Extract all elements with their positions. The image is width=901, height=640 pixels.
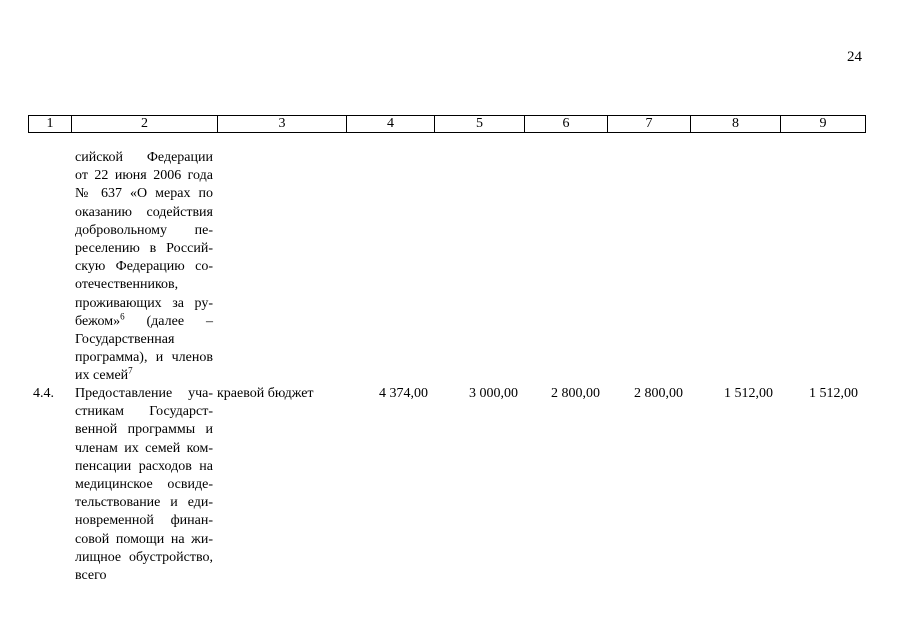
- desc-line: пенсации расходов на: [75, 458, 213, 474]
- desc-line: всего: [75, 568, 107, 584]
- value-col-6: 2 800,00: [551, 386, 600, 401]
- column-number-3: 3: [218, 116, 347, 133]
- desc-line: тельствование и еди-: [75, 495, 213, 511]
- funding-source: краевой бюджет: [217, 386, 314, 401]
- row-number: 4.4.: [33, 386, 54, 401]
- desc-line: скую Федерацию со-: [75, 259, 213, 275]
- column-number-header: [28, 115, 866, 133]
- column-number-8: 8: [691, 116, 781, 133]
- footnote-marker-7: 7: [128, 365, 133, 376]
- desc-line-footnote: [75, 367, 213, 385]
- desc-line: Предоставление уча-: [75, 386, 213, 401]
- desc-line: членам их семей ком-: [75, 440, 213, 456]
- column-number-9: 9: [781, 116, 866, 133]
- footnote-marker-6: 6: [120, 311, 125, 322]
- desc-line: оказанию содействия: [75, 204, 213, 220]
- column-number-6: 6: [525, 116, 608, 133]
- continued-row-description: [75, 149, 213, 386]
- column-number-4: 4: [347, 116, 435, 133]
- column-number-2: 2: [72, 116, 218, 133]
- desc-text: их семей: [75, 368, 129, 384]
- desc-line: отечественников,: [75, 277, 179, 293]
- desc-line: от 22 июня 2006 года: [75, 168, 213, 184]
- value-col-8: 1 512,00: [724, 386, 773, 401]
- header-row: [29, 116, 866, 133]
- desc-text: бежом»: [75, 313, 121, 329]
- desc-line: новременной финан-: [75, 513, 213, 529]
- desc-line: проживающих за ру-: [75, 295, 213, 311]
- row-4-4-description: [75, 385, 213, 585]
- value-col-7: 2 800,00: [634, 386, 683, 401]
- value-col-9: 1 512,00: [809, 386, 858, 401]
- desc-text: (далее –: [146, 313, 213, 329]
- page-number: 24: [847, 49, 862, 65]
- desc-line: стникам Государст-: [75, 404, 213, 420]
- desc-line: реселению в Россий-: [75, 241, 213, 257]
- column-number-7: 7: [608, 116, 691, 133]
- desc-line: № 637 «О мерах по: [75, 186, 213, 202]
- desc-line: лищное обустройство,: [75, 549, 213, 565]
- desc-line-footnote: [75, 313, 213, 331]
- column-number-1: 1: [29, 116, 72, 133]
- desc-line: программа), и членов: [75, 350, 213, 366]
- desc-line: добровольному пе-: [75, 222, 213, 238]
- desc-line: сийской Федерации: [75, 150, 213, 165]
- value-col-4: 4 374,00: [379, 386, 428, 401]
- desc-line: Государственная: [75, 332, 175, 348]
- column-number-5: 5: [435, 116, 525, 133]
- value-col-5: 3 000,00: [469, 386, 518, 401]
- desc-line: медицинское освиде-: [75, 477, 213, 493]
- desc-line: совой помощи на жи-: [75, 531, 213, 547]
- desc-line: венной программы и: [75, 422, 213, 438]
